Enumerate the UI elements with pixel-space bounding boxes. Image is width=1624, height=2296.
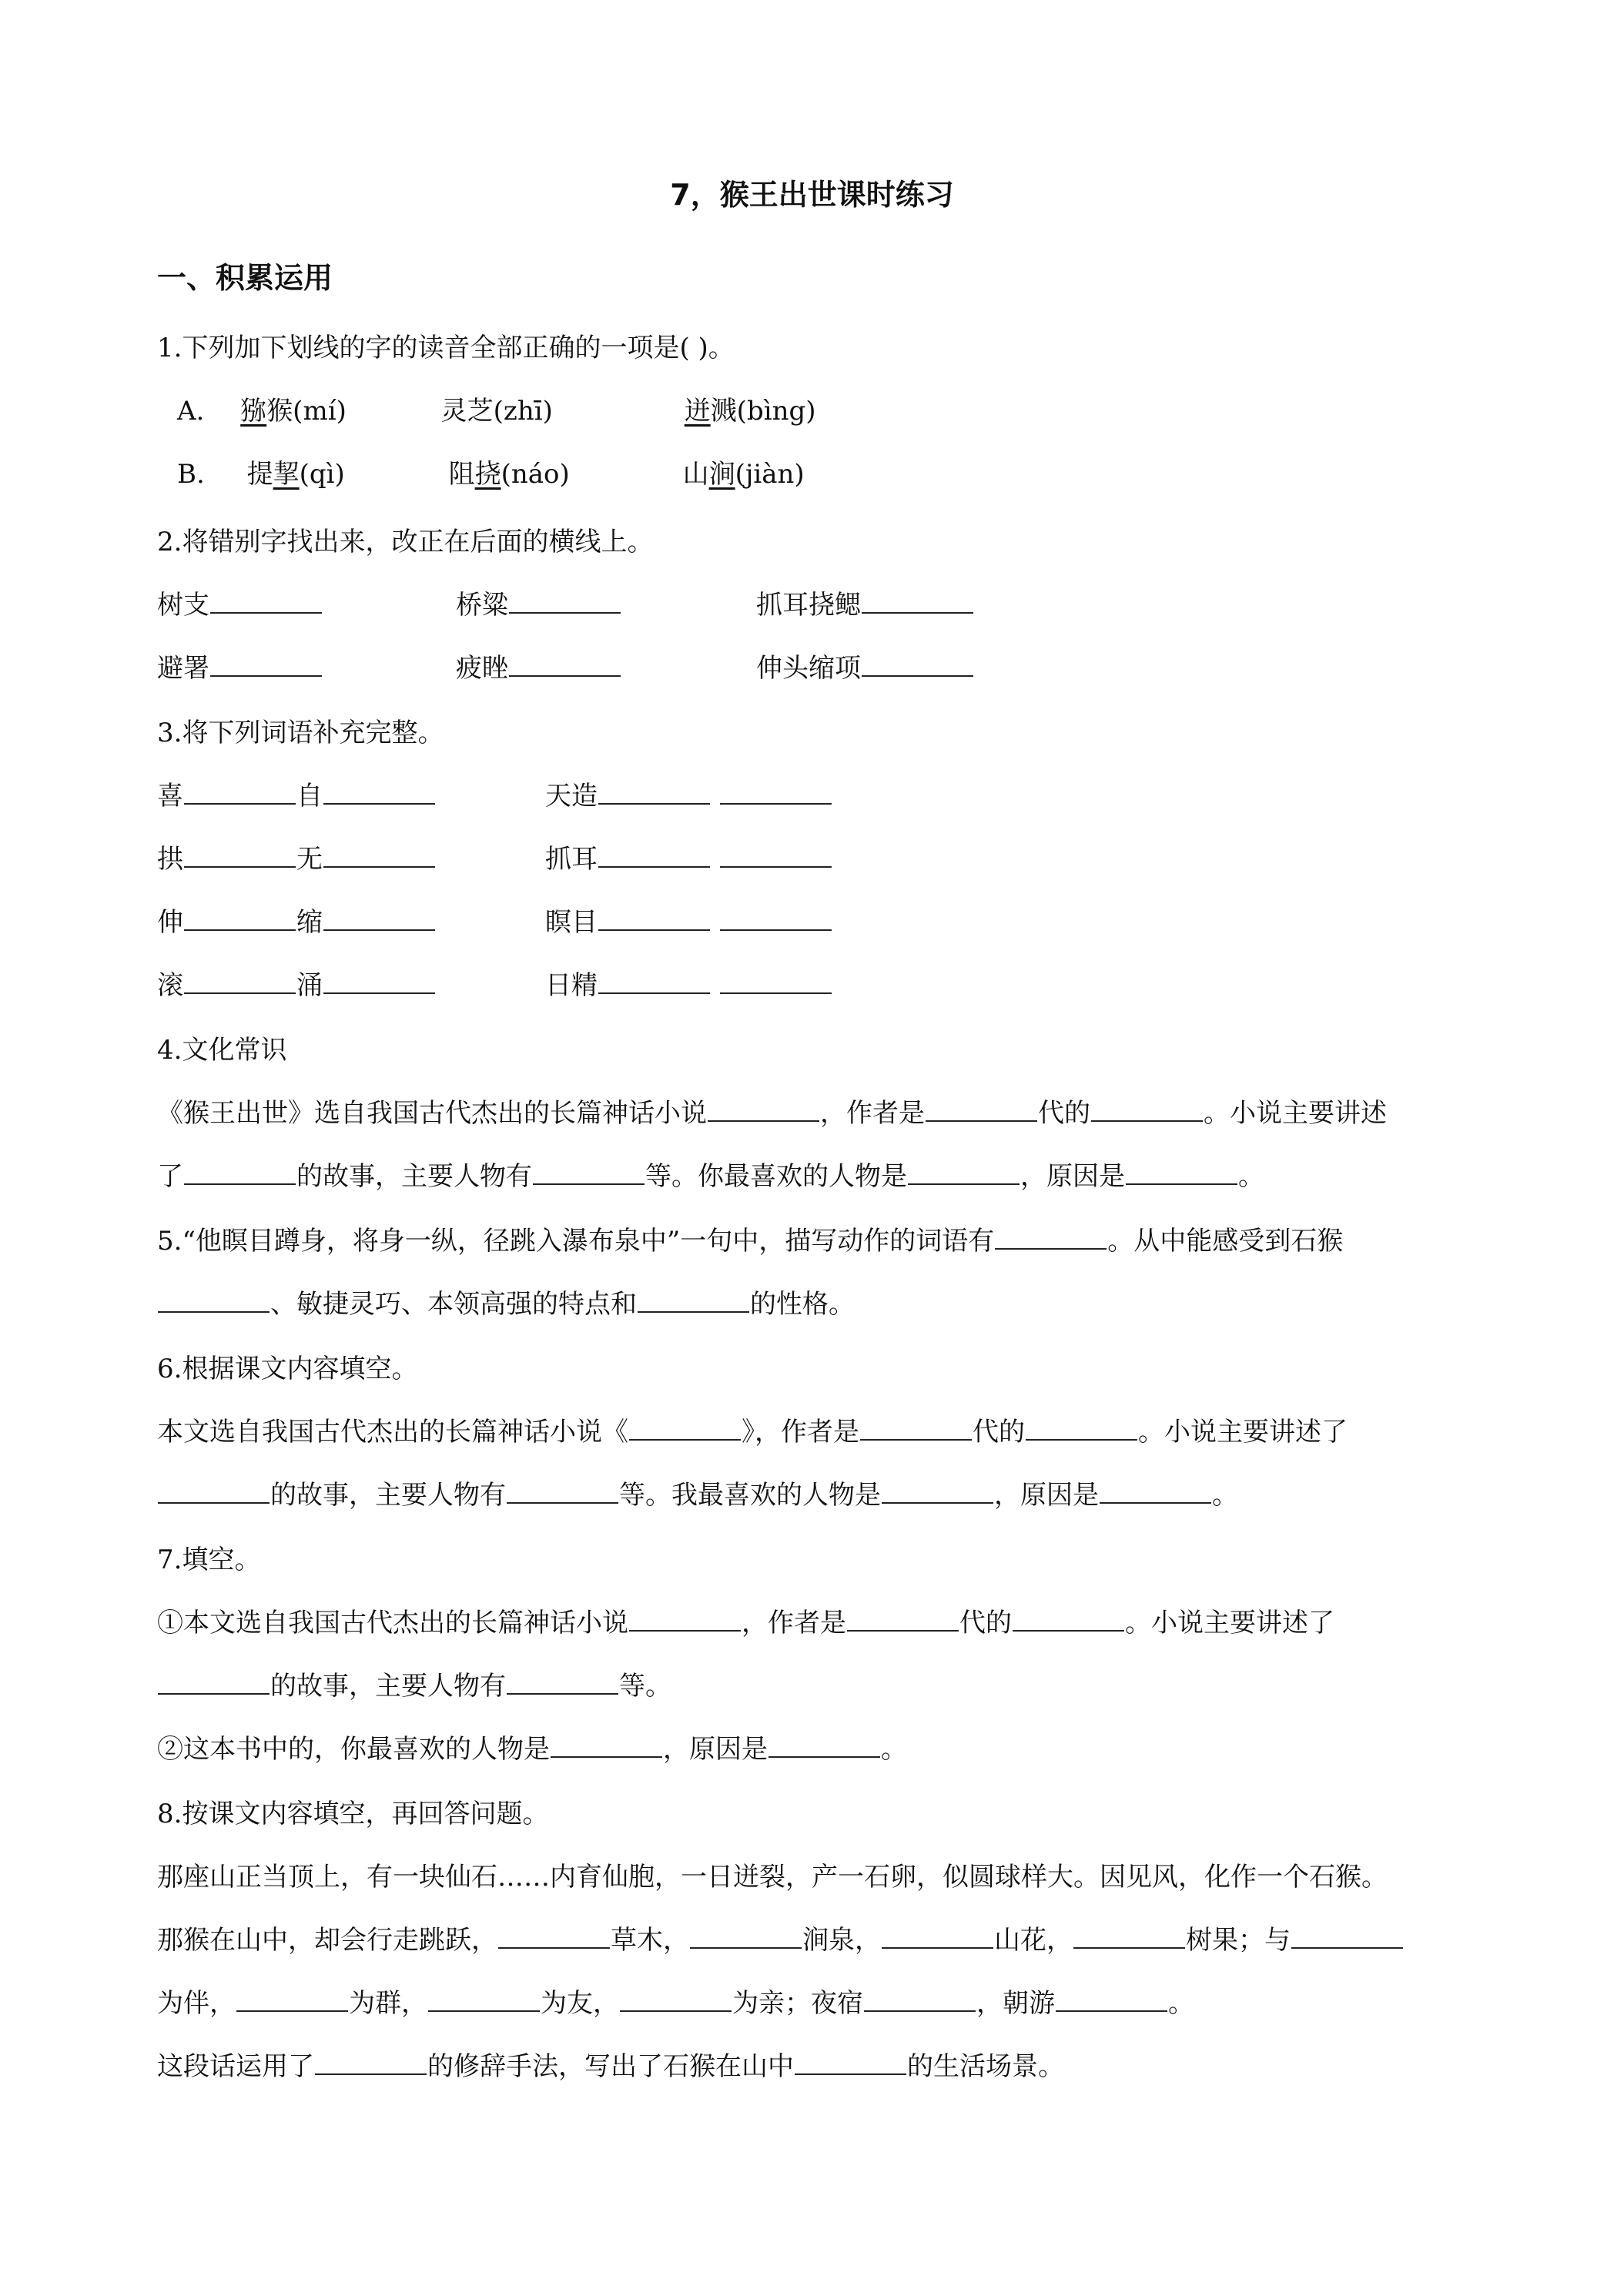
answer-blank[interactable] <box>323 906 435 931</box>
answer-blank[interactable] <box>323 843 435 868</box>
q7-line-3: ②这本书中的，你最喜欢的人物是 ，原因是 。 <box>157 1734 907 1765</box>
q2-item: 疲睉 <box>456 651 621 685</box>
question-8-stem: 8.按课文内容填空，再回答问题。 <box>157 1799 549 1829</box>
answer-blank[interactable] <box>507 1479 618 1504</box>
q8-line-2: 那猴在山中，却会行走跳跃， 草木， 涧泉， 山花， 树果；与 <box>157 1923 1404 1957</box>
q1-option-b: B. 提挈(qì) 阻挠(náo) 山涧(jiàn) <box>177 459 805 490</box>
answer-blank[interactable] <box>795 2050 906 2075</box>
q1-option-a: A. 猕猴(mí) 灵芝(zhī) 迸溅(bìng) <box>177 396 816 427</box>
answer-blank[interactable] <box>551 1733 662 1758</box>
answer-blank[interactable] <box>1126 1160 1237 1185</box>
q5-line-2: 、敏捷灵巧、本领高强的特点和 的性格。 <box>157 1287 855 1321</box>
answer-blank[interactable] <box>720 780 832 805</box>
answer-blank[interactable] <box>862 652 973 677</box>
answer-blank[interactable] <box>1100 1479 1211 1504</box>
answer-blank[interactable] <box>598 843 710 868</box>
answer-blank[interactable] <box>720 969 832 994</box>
answer-blank[interactable] <box>768 1733 880 1758</box>
answer-blank[interactable] <box>210 589 322 614</box>
q2-item: 抓耳挠鳃 <box>756 588 974 622</box>
answer-blank[interactable] <box>690 1924 802 1949</box>
q8-line-4: 这段话运用了 的修辞手法，写出了石猴在山中 的生活场景。 <box>157 2051 1064 2082</box>
question-1-stem: 1.下列加下划线的字的读音全部正确的一项是( )。 <box>157 333 735 363</box>
answer-blank[interactable] <box>1291 1924 1403 1949</box>
answer-blank[interactable] <box>598 906 710 931</box>
q5-line-1: 5.“他瞑目蹲身，将身一纵，径跳入瀑布泉中”一句中，描写动作的词语有 。从中能感受到石猴 <box>157 1226 1344 1257</box>
answer-blank[interactable] <box>629 1607 741 1632</box>
question-6-stem: 6.根据课文内容填空。 <box>157 1354 418 1384</box>
answer-blank[interactable] <box>184 843 296 868</box>
answer-blank[interactable] <box>533 1160 645 1185</box>
answer-blank[interactable] <box>720 906 832 931</box>
answer-blank[interactable] <box>1026 1416 1137 1441</box>
q4-line-1: 《猴王出世》选自我国古代杰出的长篇神话小说 ，作者是 代的 。小说主要讲述 <box>157 1098 1387 1129</box>
answer-blank[interactable] <box>184 906 296 931</box>
answer-blank[interactable] <box>620 1987 732 2012</box>
q2-item: 伸头缩项 <box>756 651 974 685</box>
q2-item: 避署 <box>157 651 323 685</box>
answer-blank[interactable] <box>720 843 832 868</box>
answer-blank[interactable] <box>995 1225 1107 1250</box>
answer-blank[interactable] <box>1091 1097 1203 1122</box>
answer-blank[interactable] <box>184 969 296 994</box>
q3-idiom: 瞑目 <box>545 905 832 939</box>
q8-passage-line-1: 那座山正当顶上，有一块仙石……内育仙胞，一日迸裂，产一石卵，似圆球样大。因见风，化作一个石猴。 <box>157 1862 1388 1893</box>
answer-blank[interactable] <box>323 780 435 805</box>
q3-idiom: 拱 无 <box>157 842 436 876</box>
answer-blank[interactable] <box>428 1987 540 2012</box>
answer-blank[interactable] <box>509 652 621 677</box>
answer-blank[interactable] <box>638 1288 749 1313</box>
q4-line-2: 了 的故事，主要人物有 等。你最喜欢的人物是 ，原因是 。 <box>157 1161 1264 1192</box>
answer-blank[interactable] <box>498 1924 610 1949</box>
answer-blank[interactable] <box>926 1097 1037 1122</box>
section-heading: 一、积累运用 <box>157 261 333 295</box>
answer-blank[interactable] <box>184 1160 296 1185</box>
q2-item: 树支 <box>157 588 323 622</box>
q3-idiom: 抓耳 <box>545 842 832 876</box>
q3-idiom: 伸 缩 <box>157 905 436 939</box>
answer-blank[interactable] <box>323 969 435 994</box>
question-7-stem: 7.填空。 <box>157 1545 261 1575</box>
answer-blank[interactable] <box>158 1670 270 1695</box>
answer-blank[interactable] <box>184 780 296 805</box>
q3-idiom: 日精 <box>545 969 832 1002</box>
answer-blank[interactable] <box>882 1479 993 1504</box>
answer-blank[interactable] <box>158 1479 270 1504</box>
answer-blank[interactable] <box>629 1416 741 1441</box>
q2-item: 桥粱 <box>456 588 621 622</box>
question-2-stem: 2.将错别字找出来，改正在后面的横线上。 <box>157 527 654 557</box>
answer-blank[interactable] <box>862 589 973 614</box>
answer-blank[interactable] <box>509 589 621 614</box>
answer-blank[interactable] <box>1013 1607 1124 1632</box>
answer-blank[interactable] <box>1073 1924 1185 1949</box>
q3-idiom: 天造 <box>545 779 832 813</box>
answer-blank[interactable] <box>598 969 710 994</box>
answer-blank[interactable] <box>315 2050 427 2075</box>
answer-blank[interactable] <box>1056 1987 1167 2012</box>
question-3-stem: 3.将下列词语补充完整。 <box>157 718 444 748</box>
answer-blank[interactable] <box>908 1160 1020 1185</box>
answer-blank[interactable] <box>236 1987 348 2012</box>
answer-blank[interactable] <box>158 1288 270 1313</box>
q3-idiom: 喜 自 <box>157 779 436 813</box>
q3-idiom: 滚 涌 <box>157 969 436 1002</box>
page-title: 7，猴王出世课时练习 <box>670 178 954 212</box>
answer-blank[interactable] <box>507 1670 618 1695</box>
q6-line-1: 本文选自我国古代杰出的长篇神话小说《 》，作者是 代的 。小说主要讲述了 <box>157 1417 1348 1448</box>
answer-blank[interactable] <box>210 652 322 677</box>
answer-blank[interactable] <box>864 1987 976 2012</box>
answer-blank[interactable] <box>598 780 710 805</box>
q7-line-1: ①本文选自我国古代杰出的长篇神话小说 ，作者是 代的 。小说主要讲述了 <box>157 1608 1334 1638</box>
question-4-stem: 4.文化常识 <box>157 1035 287 1066</box>
answer-blank[interactable] <box>847 1607 959 1632</box>
answer-blank[interactable] <box>708 1097 819 1122</box>
answer-blank[interactable] <box>882 1924 993 1949</box>
answer-blank[interactable] <box>860 1416 972 1441</box>
q8-line-3: 为伴， 为群， 为友， 为亲；夜宿 ，朝游 。 <box>157 1988 1194 2019</box>
q7-line-2: 的故事，主要人物有 等。 <box>157 1669 671 1703</box>
q6-line-2: 的故事，主要人物有 等。我最喜欢的人物是 ，原因是 。 <box>157 1478 1238 1512</box>
